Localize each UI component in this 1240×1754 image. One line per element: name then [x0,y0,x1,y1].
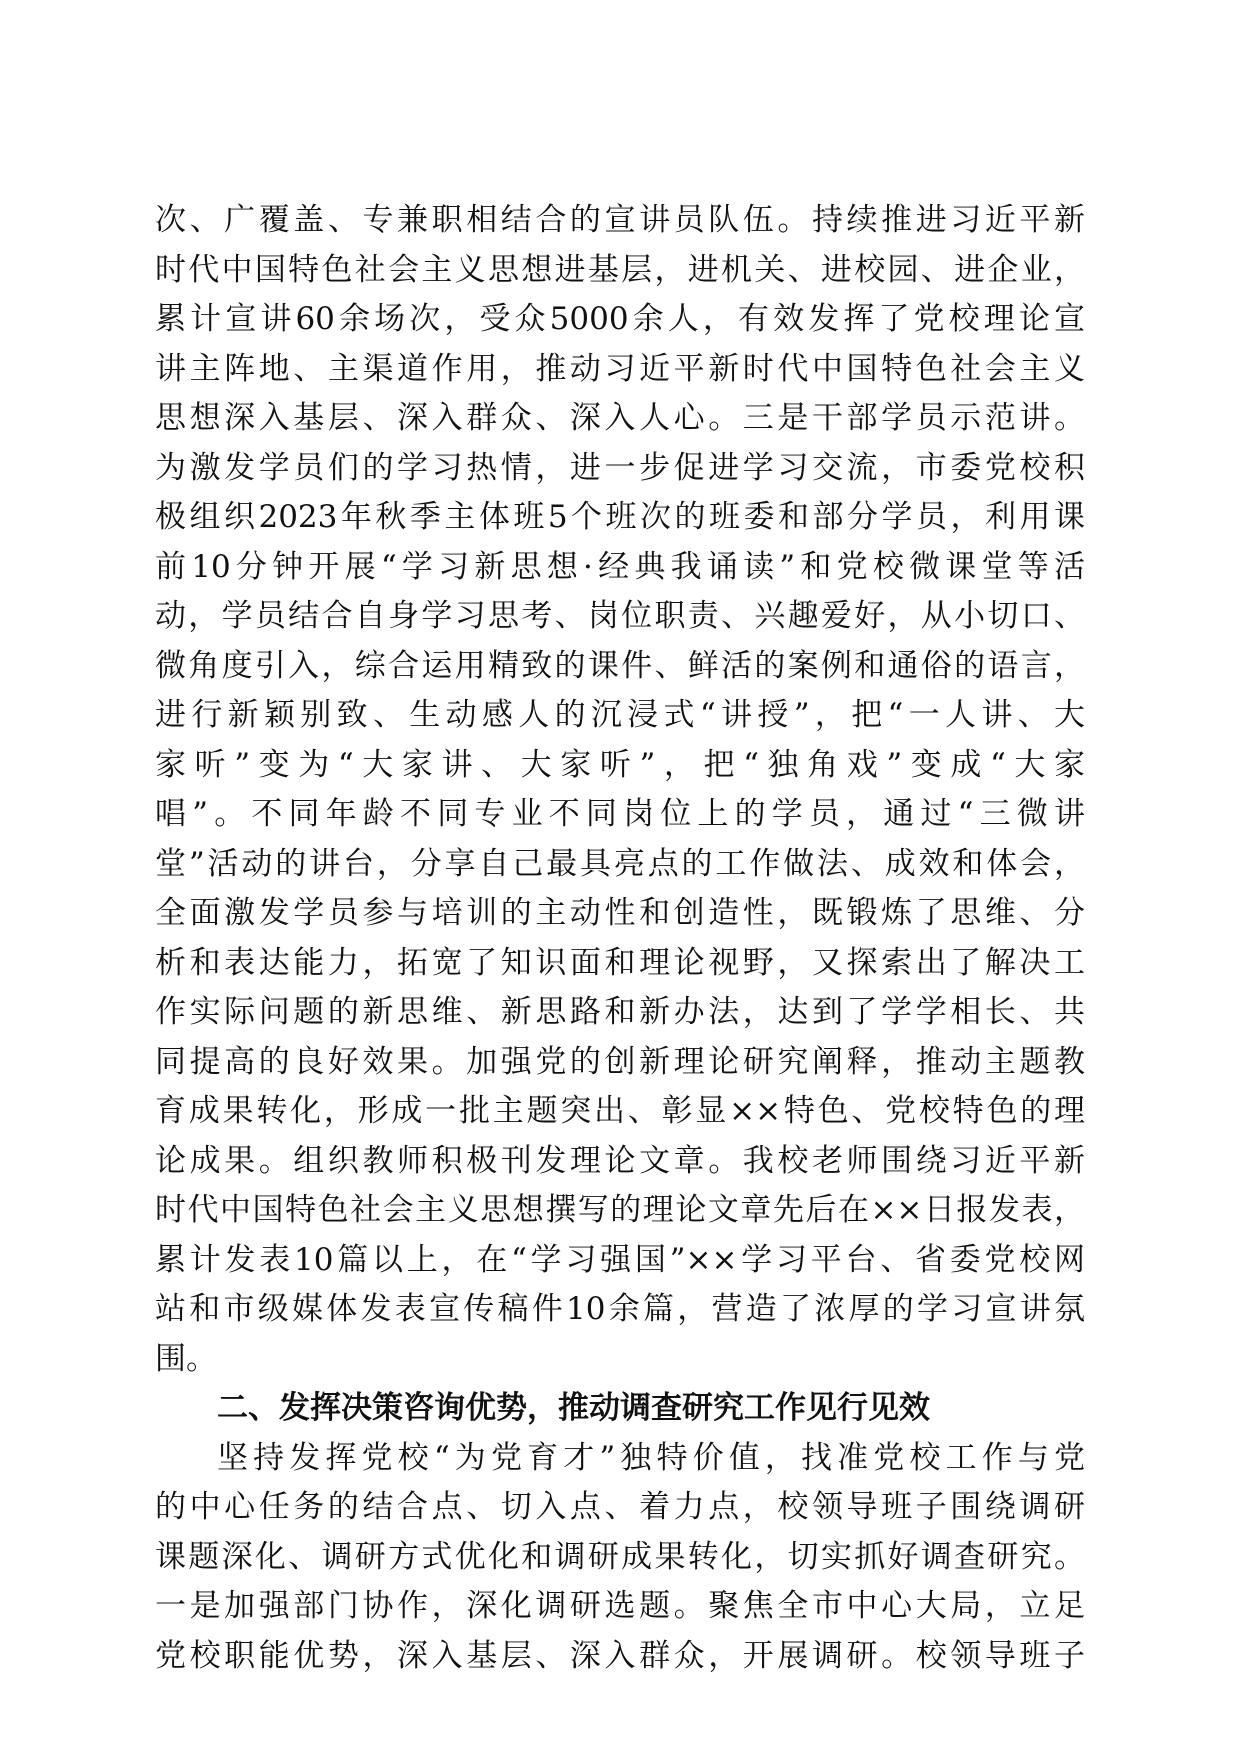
section-heading: 二、发挥决策咨询优势，推动调查研究工作见行见效 [217,1390,930,1426]
document-body [155,196,1085,1681]
text-line: 作实际问题的新思维、新思路和新办法，达到了学学相长、共 [155,994,1085,1030]
text-line: 围。 [155,1340,217,1377]
text-line: 析和表达能力，拓宽了知识面和理论视野，又探索出了解决工 [155,944,1085,981]
text-line: 时代中国特色社会主义思想撰写的理论文章先后在××日报发表， [155,1192,1085,1228]
text-line: 累计宣讲60余场次，受众5000余人，有效发挥了党校理论宣 [155,301,1085,337]
text-line: 前10分钟开展“学习新思想·经典我诵读”和党校微课堂等活 [155,548,1085,585]
text-line: 课题深化、调研方式优化和调研成果转化，切实抓好调查研究。 [155,1538,1085,1575]
text-line: 家听”变为“大家讲、大家听”，把“独角戏”变成“大家 [155,746,1085,783]
text-line: 育成果转化，形成一批主题突出、彰显××特色、党校特色的理 [155,1093,1085,1129]
text-line: 为激发学员们的学习热情，进一步促进学习交流，市委党校积 [155,449,1085,486]
text-line: 累计发表10篇以上，在“学习强国”××学习平台、省委党校网 [155,1241,1085,1278]
text-line: 党校职能优势，深入基层、深入群众，开展调研。校领导班子 [155,1637,1085,1674]
text-line: 站和市级媒体发表宣传稿件10余篇，营造了浓厚的学习宣讲氛 [155,1291,1085,1327]
paragraph-first-line: 坚持发挥党校“为党育才”独特价值，找准党校工作与党 [217,1439,1085,1476]
text-line: 同提高的良好效果。加强党的创新理论研究阐释，推动主题教 [155,1043,1085,1080]
text-line: 微角度引入，综合运用精致的课件、鲜活的案例和通俗的语言， [155,647,1085,684]
text-line: 时代中国特色社会主义思想进基层，进机关、进校园、进企业， [155,251,1085,288]
text-line: 的中心任务的结合点、切入点、着力点，校领导班子围绕调研 [155,1489,1085,1525]
text-line: 堂”活动的讲台，分享自己最具亮点的工作做法、成效和体会， [155,845,1085,882]
text-line: 进行新颖别致、生动感人的沉浸式“讲授”，把“一人讲、大 [155,697,1085,733]
text-line: 次、广覆盖、专兼职相结合的宣讲员队伍。持续推进习近平新 [155,202,1085,238]
text-line: 唱”。不同年龄不同专业不同岗位上的学员，通过“三微讲 [155,796,1085,832]
text-line: 论成果。组织教师积极刊发理论文章。我校老师围绕习近平新 [155,1142,1085,1179]
text-line: 动，学员结合自身学习思考、岗位职责、兴趣爱好，从小切口、 [155,598,1085,634]
text-line: 一是加强部门协作，深化调研选题。聚焦全市中心大局，立足 [155,1588,1085,1624]
text-line: 全面激发学员参与培训的主动性和创造性，既锻炼了思维、分 [155,895,1085,931]
text-line: 思想深入基层、深入群众、深入人心。三是干部学员示范讲。 [155,400,1085,436]
text-line: 极组织2023年秋季主体班5个班次的班委和部分学员，利用课 [155,499,1085,535]
text-line: 讲主阵地、主渠道作用，推动习近平新时代中国特色社会主义 [155,350,1085,387]
